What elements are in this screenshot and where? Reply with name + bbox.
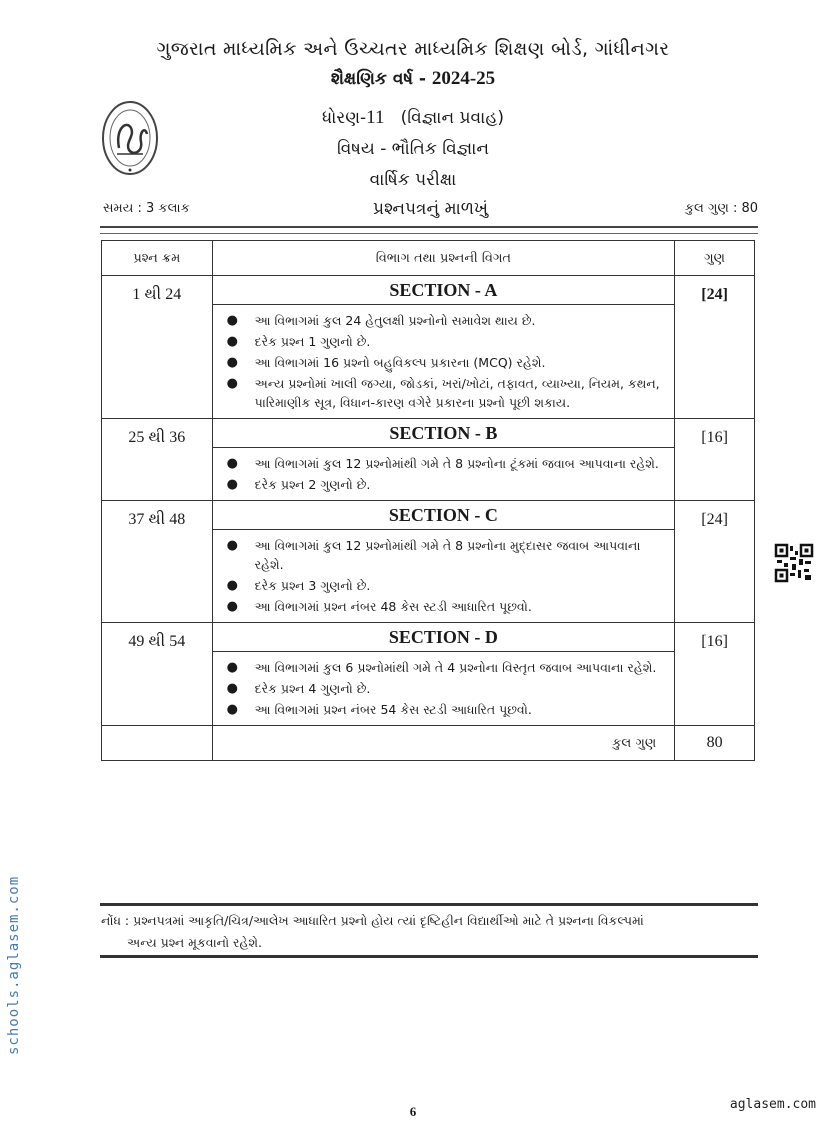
document-title: પ્રશ્નપત્રનું માળખું bbox=[373, 199, 488, 219]
stream: (વિજ્ઞાન પ્રવાહ) bbox=[400, 108, 505, 128]
section-title: SECTION - B bbox=[213, 419, 675, 448]
academic-year-label: શૈક્ષણિક વર્ષ - bbox=[330, 69, 426, 89]
list-item: ● આ વિભાગમાં કુલ 12 પ્રશ્નોમાંથી ગમે તે 8 પ્રશ્નોના મુદ્દાસર જવાબ આપવાના રહેશે. bbox=[226, 538, 641, 572]
academic-year bbox=[0, 68, 826, 90]
header-marks: ગુણ bbox=[675, 241, 755, 276]
list-item: ● દરેક પ્રશ્ન 4 ગુણનો છે. bbox=[226, 681, 371, 696]
list-item: ● આ વિભાગમાં કુલ 12 પ્રશ્નોમાંથી ગમે તે 8 પ્રશ્નોના ટૂંકમાં જવાબ આપવાના રહેશે. bbox=[226, 456, 659, 471]
bullet-icon: ● bbox=[226, 578, 238, 593]
table-row-section-a bbox=[102, 276, 755, 419]
section-details bbox=[212, 276, 675, 419]
list-item: ● દરેક પ્રશ્ન 1 ગુણનો છે. bbox=[226, 334, 371, 349]
bullet-icon: ● bbox=[226, 681, 238, 696]
note-bottom-divider bbox=[100, 955, 758, 958]
note-top-divider bbox=[100, 903, 758, 906]
exam-duration: સમય : 3 કલાક bbox=[103, 201, 190, 216]
list-item: ● આ વિભાગમાં કુલ 24 હેતુલક્ષી પ્રશ્નોનો સમાવેશ થાય છે. bbox=[226, 313, 536, 328]
page-number: 6 bbox=[409, 1104, 417, 1119]
academic-year-value: 2024-25 bbox=[431, 68, 496, 89]
total-empty-cell bbox=[102, 726, 213, 761]
section-details bbox=[212, 501, 675, 623]
list-item: ● આ વિભાગમાં પ્રશ્ન નંબર 48 કેસ સ્ટડી આધારિત પૂછવો. bbox=[226, 599, 532, 614]
list-item: ● દરેક પ્રશ્ન 3 ગુણનો છે. bbox=[226, 578, 371, 593]
question-range: 25 થી 36 bbox=[102, 419, 213, 501]
list-item: ● આ વિભાગમાં 16 પ્રશ્નો બહુવિકલ્પ પ્રકારના (MCQ) રહેશે. bbox=[226, 355, 546, 370]
section-title: SECTION - A bbox=[213, 276, 675, 305]
board-name: ગુજરાત માધ્યમિક અને ઉચ્ચતર માધ્યમિક શિક્ષણ બોર્ડ, ગાંધીનગર bbox=[156, 38, 670, 60]
note bbox=[101, 910, 756, 954]
question-range: 37 થી 48 bbox=[102, 501, 213, 623]
list-item: ● આ વિભાગમાં પ્રશ્ન નંબર 54 કેસ સ્ટડી આધારિત પૂછવો. bbox=[226, 702, 532, 717]
qr-code-icon bbox=[774, 543, 814, 583]
section-marks: [16] bbox=[675, 419, 755, 501]
question-range: 49 થી 54 bbox=[102, 623, 213, 726]
standard-label: ધોરણ- bbox=[321, 108, 367, 128]
subject: વિષય - ભૌતિક વિજ્ઞાન bbox=[336, 139, 490, 159]
bullet-icon: ● bbox=[226, 599, 238, 614]
bullet-icon: ● bbox=[226, 702, 238, 717]
header-divider bbox=[100, 226, 758, 234]
section-details bbox=[212, 419, 675, 501]
meta-row bbox=[103, 199, 758, 223]
list-item: ● અન્ય પ્રશ્નોમાં ખાલી જગ્યા, જોડકાં, ખરાં/ખોટાં, તફાવત, વ્યાખ્યા, નિયમ, કથન, પારિમાણીક સૂત્ર, વિધાન-કારણ વગેરે પ્રકારના પ્રશ્નો પૂછી શકાય. bbox=[226, 376, 660, 410]
bullet-icon: ● bbox=[226, 376, 238, 391]
bottom-watermark: aglasem.com bbox=[729, 1097, 816, 1112]
table-row-section-b bbox=[102, 419, 755, 501]
section-points bbox=[213, 305, 675, 418]
bullet-icon: ● bbox=[226, 313, 238, 328]
bullet-icon: ● bbox=[226, 334, 238, 349]
section-title: SECTION - D bbox=[213, 623, 675, 652]
section-points bbox=[213, 530, 675, 622]
note-line-1: નોંધ : પ્રશ્નપત્રમાં આકૃતિ/ચિત્ર/આલેખ આધારિત પ્રશ્નો હોય ત્યાં દૃષ્ટિહીન વિદ્યાર્થીઓ માટે તે પ્રશ્નના વિકલ્પમાં bbox=[101, 913, 644, 928]
blueprint-table bbox=[101, 240, 755, 761]
table-header-row bbox=[102, 241, 755, 276]
standard-stream bbox=[0, 107, 826, 129]
list-item: ● આ વિભાગમાં કુલ 6 પ્રશ્નોમાંથી ગમે તે 4 પ્રશ્નોના વિસ્તૃત જવાબ આપવાના રહેશે. bbox=[226, 660, 657, 675]
section-marks: [16] bbox=[675, 623, 755, 726]
section-title: SECTION - C bbox=[213, 501, 675, 530]
bullet-icon: ● bbox=[226, 456, 238, 471]
question-range: 1 થી 24 bbox=[102, 276, 213, 419]
header-question-no: પ્રશ્ન ક્રમ bbox=[102, 241, 213, 276]
bullet-icon: ● bbox=[226, 477, 238, 492]
note-line-2: અન્ય પ્રશ્ન મૂકવાનો રહેશે. bbox=[127, 935, 263, 950]
total-marks-header: કુલ ગુણ : 80 bbox=[684, 201, 758, 216]
table-row-total bbox=[102, 726, 755, 761]
standard-value: 11 bbox=[366, 107, 385, 128]
section-points bbox=[213, 448, 675, 500]
list-item: ● દરેક પ્રશ્ન 2 ગુણનો છે. bbox=[226, 477, 371, 492]
total-label: કુલ ગુણ bbox=[212, 726, 675, 761]
section-marks: [24] bbox=[675, 501, 755, 623]
exam-type: વાર્ષિક પરીક્ષા bbox=[369, 170, 457, 190]
section-details bbox=[212, 623, 675, 726]
section-points bbox=[213, 652, 675, 725]
bullet-icon: ● bbox=[226, 660, 238, 675]
total-value: 80 bbox=[675, 726, 755, 761]
bullet-icon: ● bbox=[226, 355, 238, 370]
bullet-icon: ● bbox=[226, 538, 238, 553]
table-row-section-c bbox=[102, 501, 755, 623]
header-section-details: વિભાગ તથા પ્રશ્નની વિગત bbox=[212, 241, 675, 276]
side-watermark: schools.aglasem.com bbox=[6, 875, 22, 1055]
section-marks: [24] bbox=[675, 276, 755, 419]
table-row-section-d bbox=[102, 623, 755, 726]
